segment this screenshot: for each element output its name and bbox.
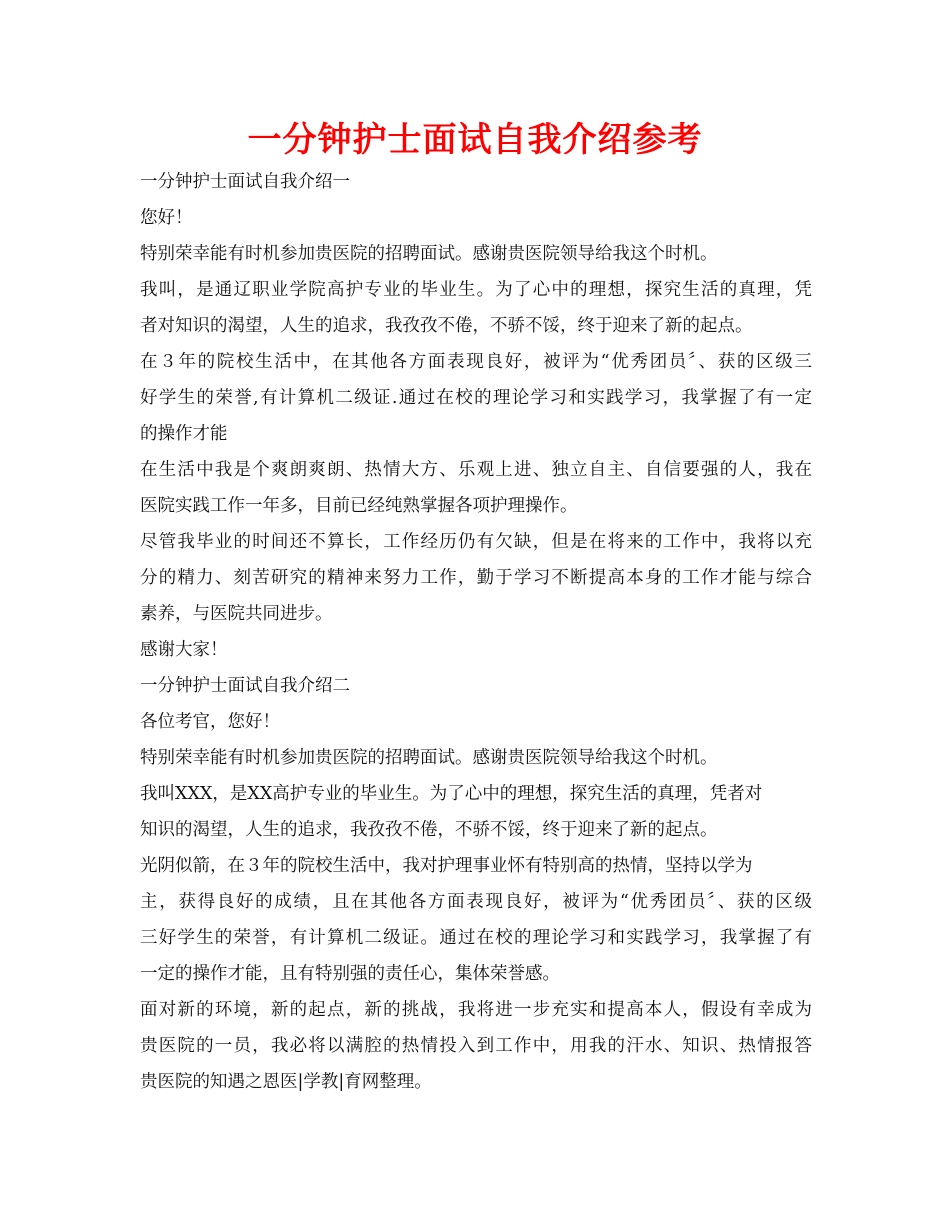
- text-line: 一定的操作才能，且有特别强的责任心，集体荣誉感。: [140, 964, 560, 984]
- text-line: 我叫XXX，是XX高护专业的毕业生。为了心中的理想，探究生活的真理，凭者对: [140, 784, 763, 804]
- text-line: 尽管我毕业的时间还不算长，工作经历仍有欠缺，但是在将来的工作中，我将以充: [140, 532, 812, 552]
- text-line: 您好！: [140, 208, 193, 228]
- text-line: 者对知识的渴望，人生的追求，我孜孜不倦，不骄不馁，终于迎来了新的起点。: [140, 316, 753, 336]
- text-line: 贵医院的知遇之恩医|学教|育网整理。: [140, 1072, 432, 1092]
- text-line: 的操作才能: [140, 424, 228, 444]
- text-line: 主，获得良好的成绩，且在其他各方面表现良好，被评为“优秀团员〞、获的区级: [140, 892, 812, 912]
- text-line: 在生活中我是个爽朗爽朗、热情大方、乐观上进、独立自主、自信要强的人，我在: [140, 460, 812, 480]
- text-line: 一分钟护士面试自我介绍二: [140, 676, 350, 696]
- page-title: 一分钟护士面试自我介绍参考: [247, 120, 703, 160]
- text-line: 光阴似箭，在３年的院校生活中，我对护理事业怀有特别高的热情，坚持以学为: [140, 856, 753, 876]
- text-line: 好学生的荣誉,有计算机二级证.通过在校的理论学习和实践学习，我掌握了有一定: [140, 388, 812, 408]
- text-line: 感谢大家！: [140, 640, 228, 660]
- text-line: 三好学生的荣誉，有计算机二级证。通过在校的理论学习和实践学习，我掌握了有: [140, 928, 812, 948]
- text-line: 在３年的院校生活中，在其他各方面表现良好，被评为“优秀团员〞、获的区级三: [140, 352, 812, 372]
- text-line: 各位考官，您好！: [140, 712, 280, 732]
- text-line: 贵医院的一员，我必将以满腔的热情投入到工作中，用我的汗水、知识、热情报答: [140, 1036, 812, 1056]
- text-line: 我叫，是通辽职业学院高护专业的毕业生。为了心中的理想，探究生活的真理，凭: [140, 280, 812, 300]
- text-line: 面对新的环境，新的起点，新的挑战，我将进一步充实和提高本人，假设有幸成为: [140, 1000, 812, 1020]
- text-line: 素养，与医院共同进步。: [140, 604, 333, 624]
- text-line: 特别荣幸能有时机参加贵医院的招聘面试。感谢贵医院领导给我这个时机。: [140, 748, 718, 768]
- text-line: 知识的渴望，人生的追求，我孜孜不倦，不骄不馁，终于迎来了新的起点。: [140, 820, 718, 840]
- text-line: 分的精力、刻苦研究的精神来努力工作，勤于学习不断提高本身的工作才能与综合: [140, 568, 812, 588]
- document-body: [140, 164, 812, 1100]
- text-line: 特别荣幸能有时机参加贵医院的招聘面试。感谢贵医院领导给我这个时机。: [140, 244, 718, 264]
- text-line: 一分钟护士面试自我介绍一: [140, 172, 350, 192]
- text-line: 医院实践工作一年多，目前已经纯熟掌握各项护理操作。: [140, 496, 578, 516]
